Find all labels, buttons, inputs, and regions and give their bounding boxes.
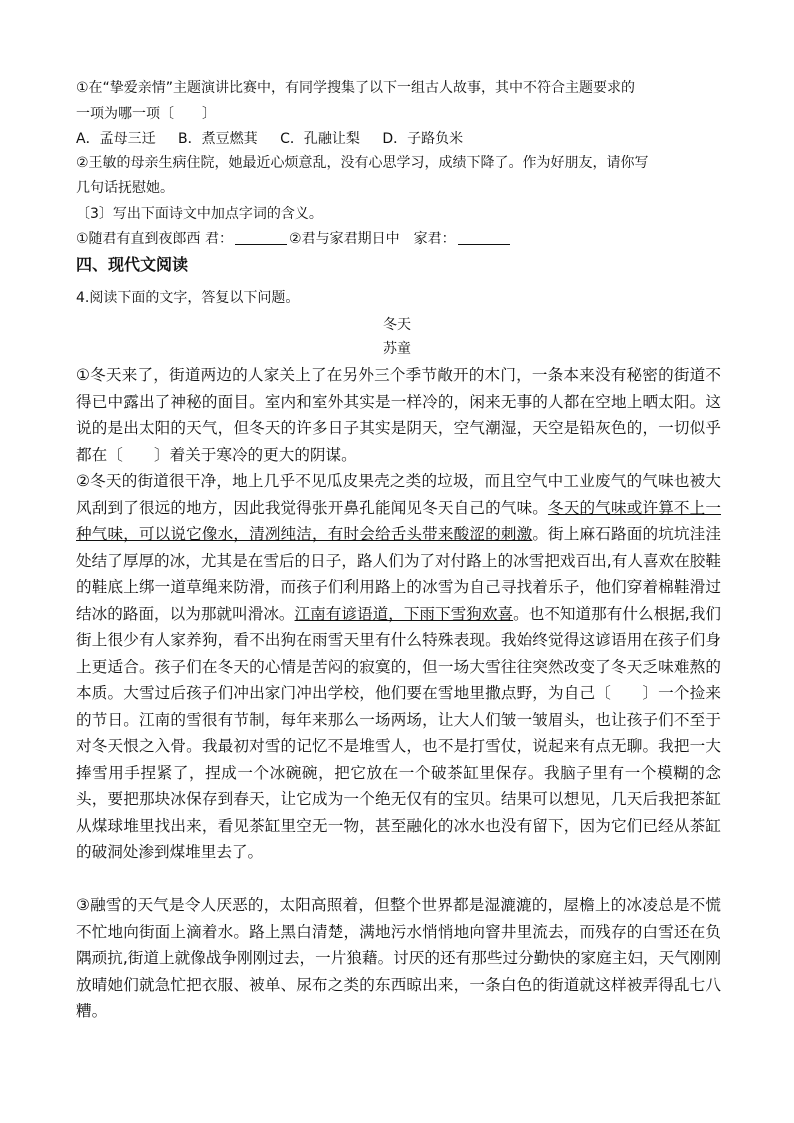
passage-paragraph-2 [76, 468, 721, 866]
passage-paragraph-1: ①冬天来了，街道两边的人家关上了在另外三个季节敞开的木门，一条本来没有秘密的街道不得已中露出了神秘的面目。室内和室外其实是一样冷的，闲来无事的人都在空地上晒太阳。这说的是出太阳的天气，但冬天的许多日子其实是阴天，空气潮湿，天空是铅灰色的，一切似乎都在〔 〕着关于寒冷的更大的阴谋。 [76, 366, 721, 464]
answer-blank-1 [235, 230, 287, 245]
underlined-sentence-2: 江南有谚语道，下雨下雪狗欢喜 [294, 604, 514, 623]
answer-blank-2 [458, 230, 510, 245]
q3-item1: ①随君有直到夜郎西 君： [76, 231, 234, 247]
q1-line2: 一项为哪一项〔 〕 [76, 106, 216, 122]
p2-text-c: 。也不知道那有什么根据,我们街上很少有人家养狗，看不出狗在雨雪天里有什么特殊表现。我始终觉得这谚语用在孩子们身上更适合。孩子们在冬天的心情是苦闷的寂寞的，但一场大雪往往突然改变了冬天乏味难熬的本质。大雪过后孩子们冲出家门冲出学校，他们要在雪地里撒点野，为自己〔 〕一个捡来的节日。江南的雪很有节制，每年来那么一场两场，让大人们皱一皱眉头，也让孩子们不至于对冬天恨之入骨。我最初对雪的记忆不是堆雪人，也不是打雪仗，说起来有点无聊。我把一大捧雪用手捏紧了，捏成一个冰碗碗，把它放在一个破茶缸里保存。我脑子里有一个模糊的念头，要把那块冰保存到春天，让它成为一个绝无仅有的宝贝。结果可以想见，几天后我把茶缸从煤球堆里找出来，看见茶缸里空无一物，甚至融化的冰水也没有留下，因为它们已经从茶缸的破洞处渗到煤堆里去了。 [76, 604, 721, 861]
q1-options [76, 129, 481, 149]
option-a: A．孟母三迁 [76, 131, 156, 147]
q2-line2: 几句话抚慰她。 [76, 180, 174, 196]
q3-item2: ②君与家君期日中 家君： [289, 231, 456, 247]
passage-title: 冬天 [383, 317, 411, 333]
q3-items [76, 229, 512, 249]
option-d: D．子路负米 [382, 131, 464, 147]
passage-paragraph-3: ③融雪的天气是令人厌恶的，太阳高照着，但整个世界都是湿漉漉的，屋檐上的冰凌总是不慌不忙地向街面上滴着水。路上黑白清楚，满地污水悄悄地向窨井里流去，而残存的白雪还在负隅顽抗,街道上就像战争刚刚过去，一片狼藉。讨厌的还有那些过分勤快的家庭主妇，天气刚刚放晴她们就急忙把衣服、被单、尿布之类的东西晾出来，一条白色的街道就这样被弄得乱七八糟。 [76, 896, 721, 1020]
option-b: B．煮豆燃萁 [178, 131, 258, 147]
section-heading: 四、现代文阅读 [76, 255, 189, 274]
p2-text-b: 。街上麻石路面的坑坑洼洼处结了厚厚的冰，尤其是在雪后的日子，路人们为了对付路上的冰雪把戏百出,有人喜欢在胶鞋的鞋底上绑一道草绳来防滑，而孩子们利用路上的冰雪为自己寻找着乐子，他们穿着棉鞋滑过结冰的路面，以为那就叫滑冰。 [76, 525, 721, 623]
p2-text-a: ②冬天的街道很干净，地上几乎不见瓜皮果壳之类的垃圾，而且空气中工业废气的气味也被大风刮到了很远的地方，因此我觉得张开鼻孔能闻见冬天自己的气味。 [76, 472, 721, 517]
underlined-sentence-1: 冬天的气味或许算不上一种气味，可以说它像水，清冽纯洁，有时会给舌头带来酸涩的刺激 [76, 498, 721, 543]
q2-line1: ②王敏的母亲生病住院，她最近心烦意乱，没有心思学习，成绩下降了。作为好朋友，请你写 [76, 155, 649, 171]
option-c: C．孔融让梨 [280, 131, 360, 147]
q3-title: 〔3〕写出下面诗文中加点字词的含义。 [76, 206, 323, 222]
q1-line1: ①在“挚爱亲情”主题演讲比赛中，有同学搜集了以下一组古人故事，其中不符合主题要求的 [76, 80, 636, 96]
passage-author: 苏童 [383, 341, 411, 357]
section-intro: 4.阅读下面的文字，答复以下问题。 [76, 290, 300, 306]
